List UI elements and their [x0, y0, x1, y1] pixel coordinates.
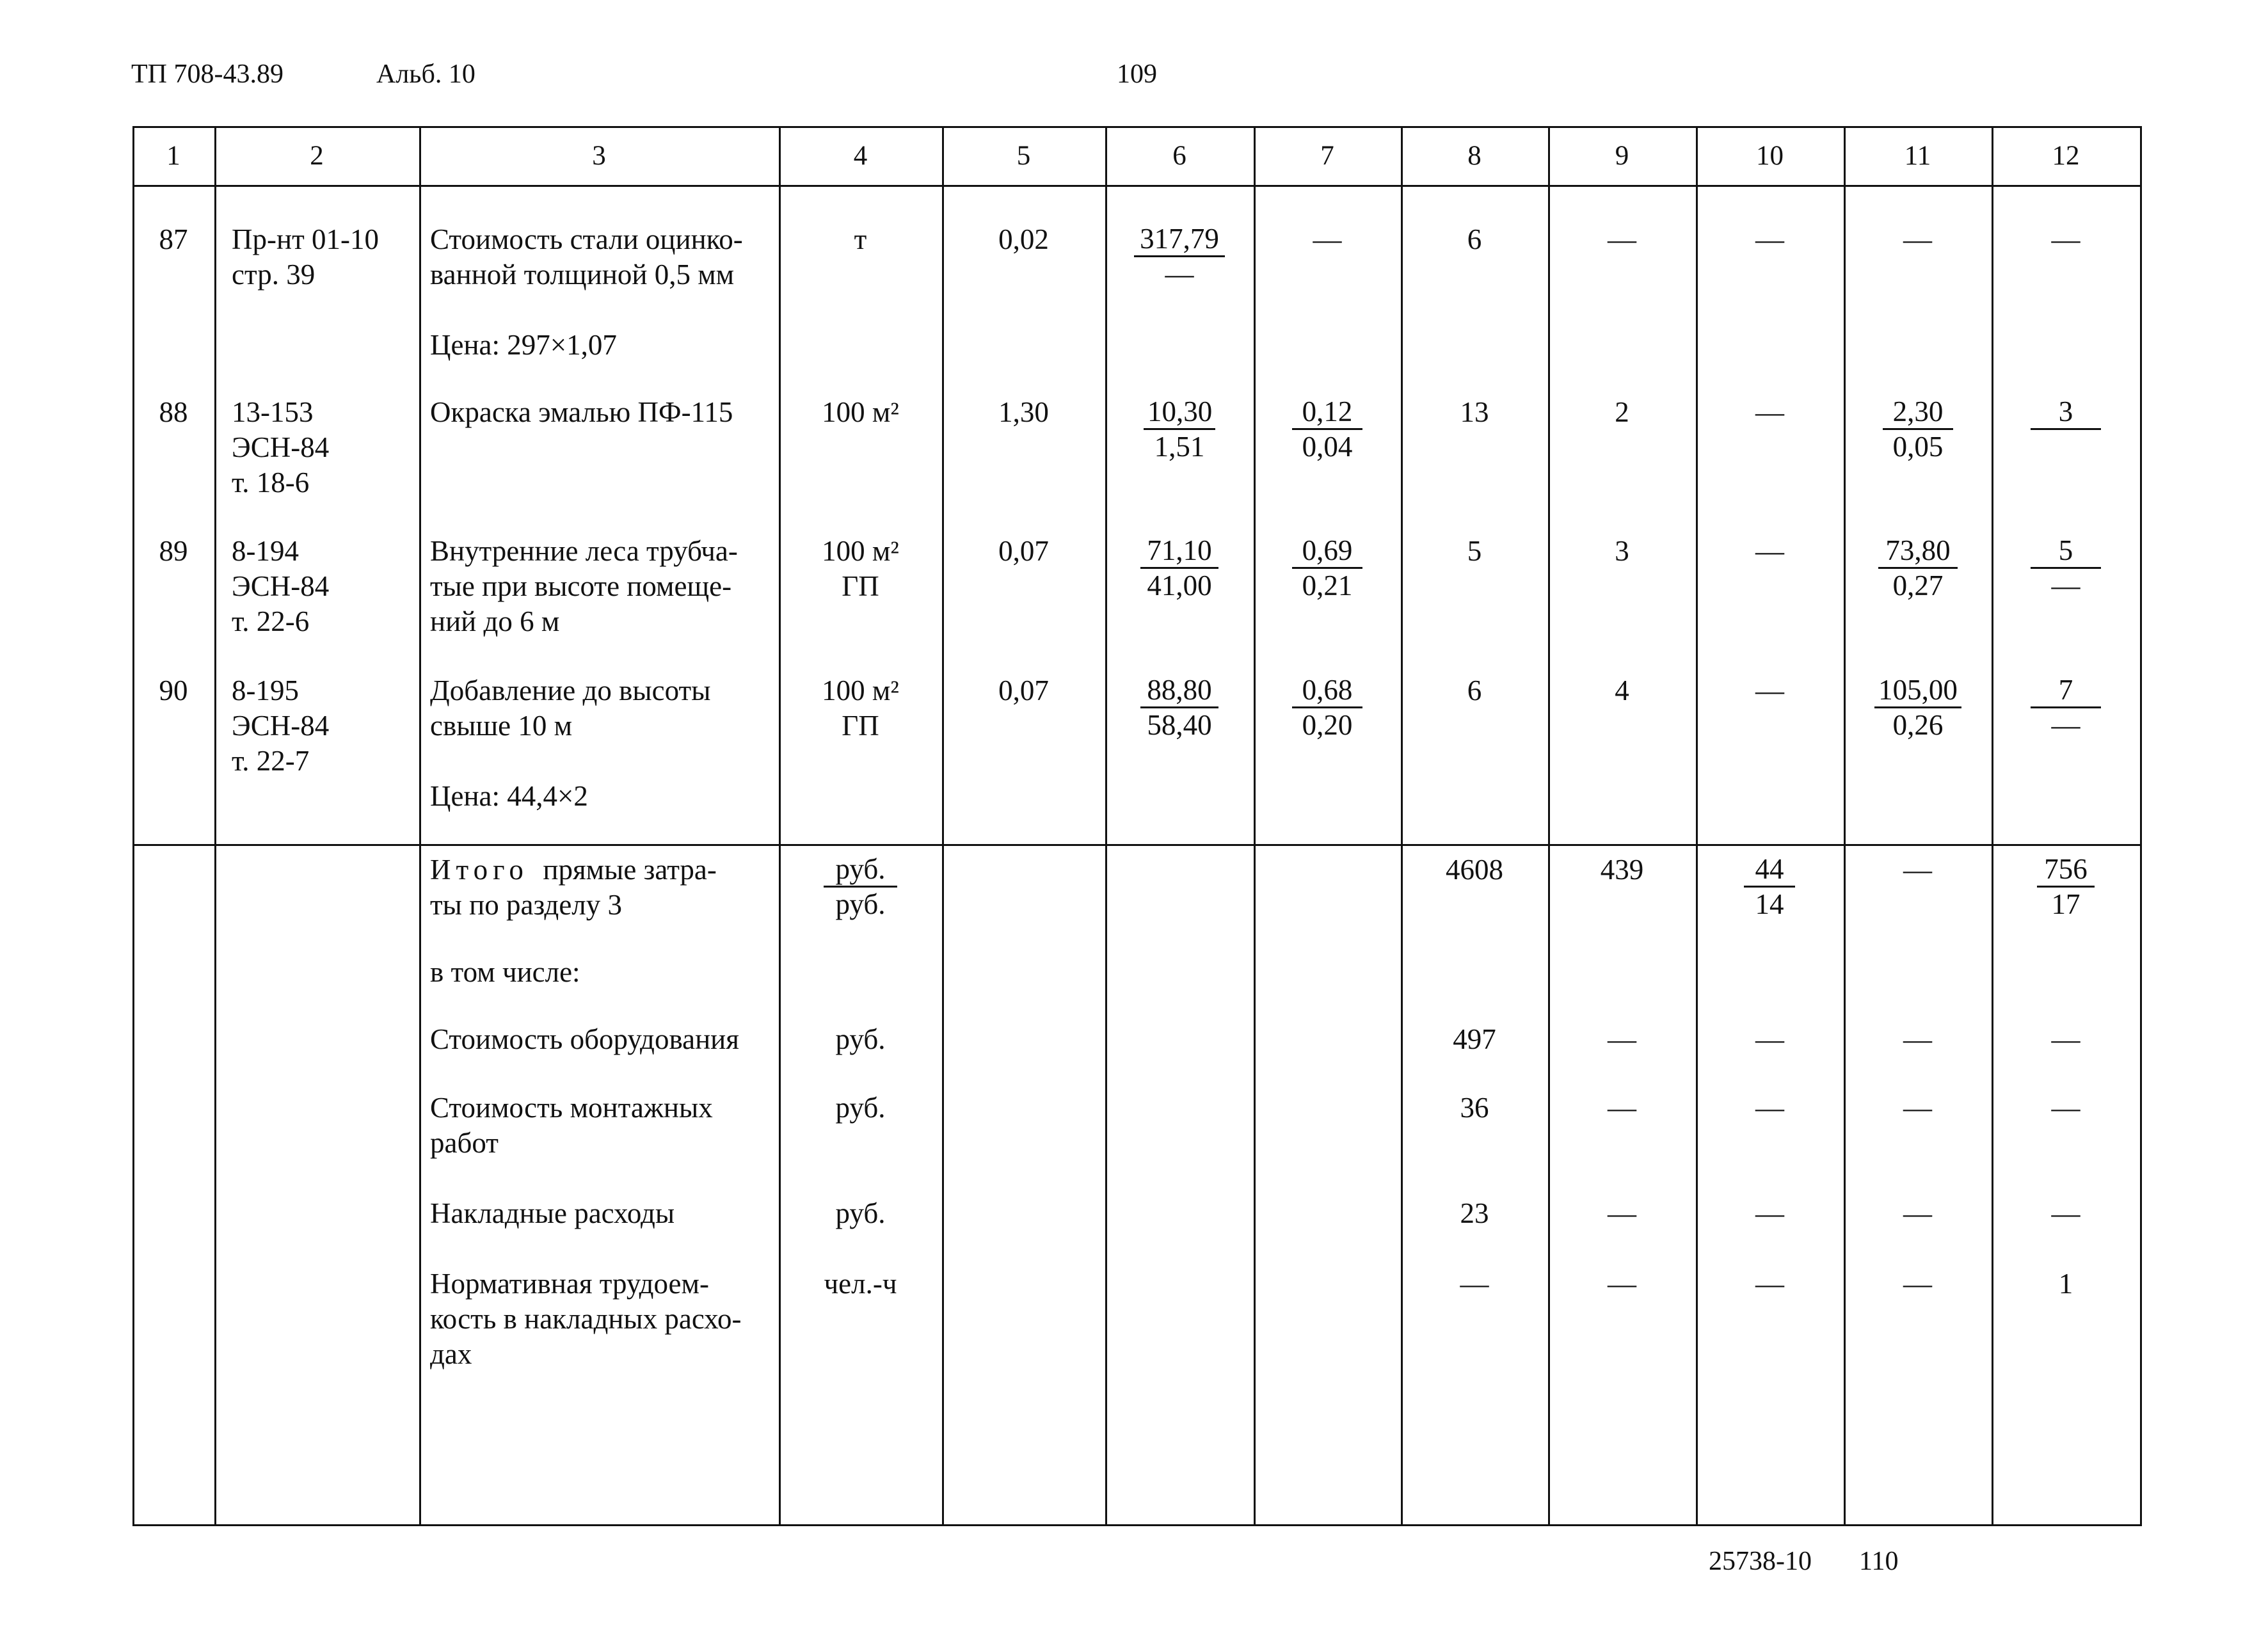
col-border-6 — [1254, 126, 1256, 1526]
cell-col10: — — [1755, 1197, 1784, 1229]
cell-col8: 497 — [1453, 1023, 1496, 1055]
numerator: 71,10 — [1140, 534, 1218, 569]
fraction-col7 — [1292, 534, 1362, 602]
denominator: — — [1165, 258, 1194, 290]
row-number: 89 — [159, 535, 188, 567]
reference-cell — [232, 534, 417, 639]
quantity-cell: 0,02 — [998, 223, 1049, 255]
description-line: Стоимость стали оцинко- — [430, 223, 743, 255]
column-header-7: 7 — [1320, 141, 1334, 171]
row-number: 87 — [159, 223, 188, 255]
numerator: 88,80 — [1140, 673, 1218, 708]
cell-col11: — — [1903, 1268, 1932, 1300]
unit-line: 100 м² — [822, 674, 899, 706]
col-border-1 — [214, 126, 216, 1526]
cell-col9: 3 — [1615, 535, 1629, 567]
total-col9: 439 — [1600, 854, 1644, 886]
denominator: 1,51 — [1154, 431, 1205, 463]
numerator: 105,00 — [1874, 673, 1961, 708]
numerator: руб. — [824, 852, 897, 888]
cell-col10: — — [1755, 1268, 1784, 1300]
description-cell — [430, 534, 776, 639]
fraction-col6 — [1140, 534, 1218, 602]
numerator: 7 — [2031, 673, 2101, 708]
column-header-1: 1 — [166, 141, 180, 171]
reference-line: ЭСН-84 — [232, 431, 330, 463]
column-header-6: 6 — [1172, 141, 1186, 171]
cell-col12: — — [2051, 1023, 2080, 1055]
fraction-col6 — [1144, 395, 1215, 463]
description-line: Добавление до высоты — [430, 674, 711, 706]
reference-cell — [232, 673, 417, 779]
reference-cell — [232, 222, 417, 292]
description-line: ний до 6 м — [430, 605, 560, 637]
column-header-12: 12 — [2052, 141, 2080, 171]
sub-row-description — [430, 1090, 776, 1161]
col-border-12 — [2140, 126, 2142, 1526]
page-number: 109 — [1117, 60, 1157, 89]
header-row-divider — [132, 185, 2142, 187]
reference-line: стр. 39 — [232, 259, 315, 291]
fraction-col11 — [1883, 395, 1953, 463]
column-header-9: 9 — [1615, 141, 1629, 171]
numerator: 44 — [1744, 852, 1795, 888]
reference-line: 8-194 — [232, 535, 299, 567]
cell-col11: — — [1903, 1023, 1932, 1055]
total-label-rest: прямые затра- — [543, 854, 717, 886]
col-border-3 — [779, 126, 781, 1526]
denominator: 0,26 — [1892, 709, 1944, 741]
reference-line: т. 22-7 — [232, 745, 310, 777]
denominator: — — [2051, 709, 2080, 741]
column-header-10: 10 — [1756, 141, 1784, 171]
sub-row-description — [430, 1196, 776, 1231]
cell-col8: 5 — [1467, 535, 1482, 567]
denominator: 0,21 — [1302, 570, 1353, 602]
description-line: Стоимость монтажных — [430, 1092, 713, 1124]
total-label-spaced: Итого — [430, 854, 529, 886]
price-note: Цена: 44,4×2 — [430, 780, 588, 812]
description-line: работ — [430, 1127, 499, 1159]
description-line: ванной толщиной 0,5 мм — [430, 259, 735, 291]
sub-row-description — [430, 1266, 776, 1372]
denominator: 58,40 — [1147, 709, 1212, 741]
numerator: 10,30 — [1144, 395, 1215, 430]
denominator: 0,27 — [1892, 570, 1944, 602]
col-border-5 — [1105, 126, 1107, 1526]
cell-col8: 36 — [1460, 1092, 1489, 1124]
reference-line: 8-195 — [232, 674, 299, 706]
cell-col12: — — [2051, 1092, 2080, 1124]
unit-cell: 100 м² — [822, 396, 899, 428]
cell-col9: — — [1608, 1092, 1636, 1124]
reference-line: 13-153 — [232, 396, 314, 428]
total-col11: — — [1903, 854, 1932, 886]
description-line: тые при высоте помеще- — [430, 570, 732, 602]
cell-col9: 4 — [1615, 674, 1629, 706]
sub-row-description — [430, 1022, 776, 1057]
description-cell — [430, 222, 776, 292]
description-line: Накладные расходы — [430, 1197, 675, 1229]
description-line: Внутренние леса трубча- — [430, 535, 738, 567]
table-top-border — [132, 126, 2142, 128]
unit-cell: т — [854, 223, 867, 255]
fraction-col12 — [2031, 534, 2101, 602]
reference-cell — [232, 395, 417, 500]
col-border-10 — [1844, 126, 1846, 1526]
fraction-col7 — [1292, 673, 1362, 742]
total-row-divider — [132, 844, 2142, 846]
column-header-4: 4 — [853, 141, 868, 171]
denominator: 0,20 — [1302, 709, 1353, 741]
numerator: 0,12 — [1292, 395, 1362, 430]
col-border-8 — [1548, 126, 1550, 1526]
denominator: 17 — [2051, 888, 2080, 920]
description-cell — [430, 673, 776, 744]
unit-line: ГП — [842, 710, 879, 742]
row-number: 90 — [159, 674, 188, 706]
col-border-7 — [1401, 126, 1403, 1526]
numerator: 5 — [2031, 534, 2101, 569]
total-label-line-1 — [430, 852, 776, 888]
denominator: 0,05 — [1892, 431, 1944, 463]
description-line: дах — [430, 1338, 472, 1370]
footer-page: 110 — [1859, 1547, 1899, 1576]
description-line: Стоимость оборудования — [430, 1023, 739, 1055]
sub-row-unit: руб. — [835, 1092, 886, 1124]
cell-col9: — — [1608, 1023, 1636, 1055]
sub-row-unit: руб. — [835, 1023, 886, 1055]
description-line: свыше 10 м — [430, 710, 573, 742]
numerator: 3 — [2031, 395, 2101, 430]
cell-col9: — — [1608, 223, 1636, 255]
cell-col9: — — [1608, 1268, 1636, 1300]
sub-row-unit: руб. — [835, 1197, 886, 1229]
numerator: 0,69 — [1292, 534, 1362, 569]
fraction-col6 — [1140, 673, 1218, 742]
estimate-table — [132, 126, 2142, 1526]
column-header-5: 5 — [1016, 141, 1031, 171]
cell-col12: — — [2051, 1197, 2080, 1229]
fraction-col11 — [1874, 673, 1961, 742]
total-label-line-2: ты по разделу 3 — [430, 889, 622, 921]
total-label — [430, 852, 776, 923]
description-cell — [430, 395, 776, 430]
quantity-cell: 0,07 — [998, 535, 1049, 567]
album-label: Альб. 10 — [376, 60, 475, 89]
fraction-col7 — [1292, 395, 1362, 463]
col-border-2 — [419, 126, 421, 1526]
description-line: Окраска эмалью ПФ-115 — [430, 396, 733, 428]
total-col8: 4608 — [1446, 854, 1503, 886]
denominator: 14 — [1755, 888, 1784, 920]
cell-col8: 23 — [1460, 1197, 1489, 1229]
document-code: ТП 708-43.89 — [131, 60, 284, 89]
col-border-9 — [1696, 126, 1698, 1526]
reference-line: т. 18-6 — [232, 466, 310, 498]
cell-col11: — — [1903, 1197, 1932, 1229]
cell-col11: — — [1903, 223, 1932, 255]
sub-row-unit: чел.-ч — [824, 1268, 897, 1300]
fraction-col12 — [2031, 673, 2101, 742]
quantity-cell: 0,07 — [998, 674, 1049, 706]
cell-col8: — — [1460, 1268, 1489, 1300]
price-note: Цена: 297×1,07 — [430, 329, 617, 361]
cell-col10: — — [1755, 223, 1784, 255]
cell-col7: — — [1313, 223, 1342, 255]
reference-line: т. 22-6 — [232, 605, 310, 637]
numerator: 2,30 — [1883, 395, 1953, 430]
column-header-11: 11 — [1904, 141, 1931, 171]
cell-col8: 6 — [1467, 223, 1482, 255]
unit-line: ГП — [842, 570, 879, 602]
cell-col8: 13 — [1460, 396, 1489, 428]
cell-col12: 1 — [2058, 1268, 2073, 1300]
reference-line: ЭСН-84 — [232, 570, 330, 602]
numerator: 0,68 — [1292, 673, 1362, 708]
cell-col10: — — [1755, 535, 1784, 567]
denominator: 0,04 — [1302, 431, 1353, 463]
cell-col9: — — [1608, 1197, 1636, 1229]
description-line: Нормативная трудоем- — [430, 1268, 709, 1300]
cell-col8: 6 — [1467, 674, 1482, 706]
col-border-11 — [1992, 126, 1993, 1526]
cell-col11: — — [1903, 1092, 1932, 1124]
row-number: 88 — [159, 396, 188, 428]
unit-line: 100 м² — [822, 535, 899, 567]
cell-col10: — — [1755, 396, 1784, 428]
reference-line: Пр-нт 01-10 — [232, 223, 379, 255]
fraction-col11 — [1878, 534, 1958, 602]
total-col12-fraction — [2037, 852, 2095, 921]
column-header-2: 2 — [310, 141, 324, 171]
cell-col10: — — [1755, 1092, 1784, 1124]
numerator: 756 — [2037, 852, 2095, 888]
fraction-col12 — [2031, 395, 2101, 463]
cell-col10: — — [1755, 1023, 1784, 1055]
total-col10-fraction — [1744, 852, 1795, 921]
table-bottom-border — [132, 1524, 2142, 1526]
col-border-0 — [132, 126, 134, 1526]
denominator — [2031, 430, 2101, 463]
footer-code: 25738-10 — [1709, 1547, 1812, 1576]
col-border-4 — [942, 126, 944, 1526]
unit-cell — [779, 534, 942, 604]
fraction-col6 — [1134, 222, 1225, 291]
including-label: в том числе: — [430, 956, 580, 988]
reference-line: ЭСН-84 — [232, 710, 330, 742]
numerator: 317,79 — [1134, 222, 1225, 257]
column-header-3: 3 — [592, 141, 606, 171]
denominator: — — [2051, 570, 2080, 602]
numerator: 73,80 — [1878, 534, 1958, 569]
cell-col9: 2 — [1615, 396, 1629, 428]
quantity-cell: 1,30 — [998, 396, 1049, 428]
cell-col10: — — [1755, 674, 1784, 706]
cell-col12: — — [2051, 223, 2080, 255]
unit-cell — [779, 673, 942, 744]
denominator: руб. — [835, 888, 886, 920]
denominator: 41,00 — [1147, 570, 1212, 602]
total-unit-fraction — [824, 852, 897, 921]
column-header-8: 8 — [1467, 141, 1481, 171]
description-line: кость в накладных расхо- — [430, 1303, 742, 1335]
